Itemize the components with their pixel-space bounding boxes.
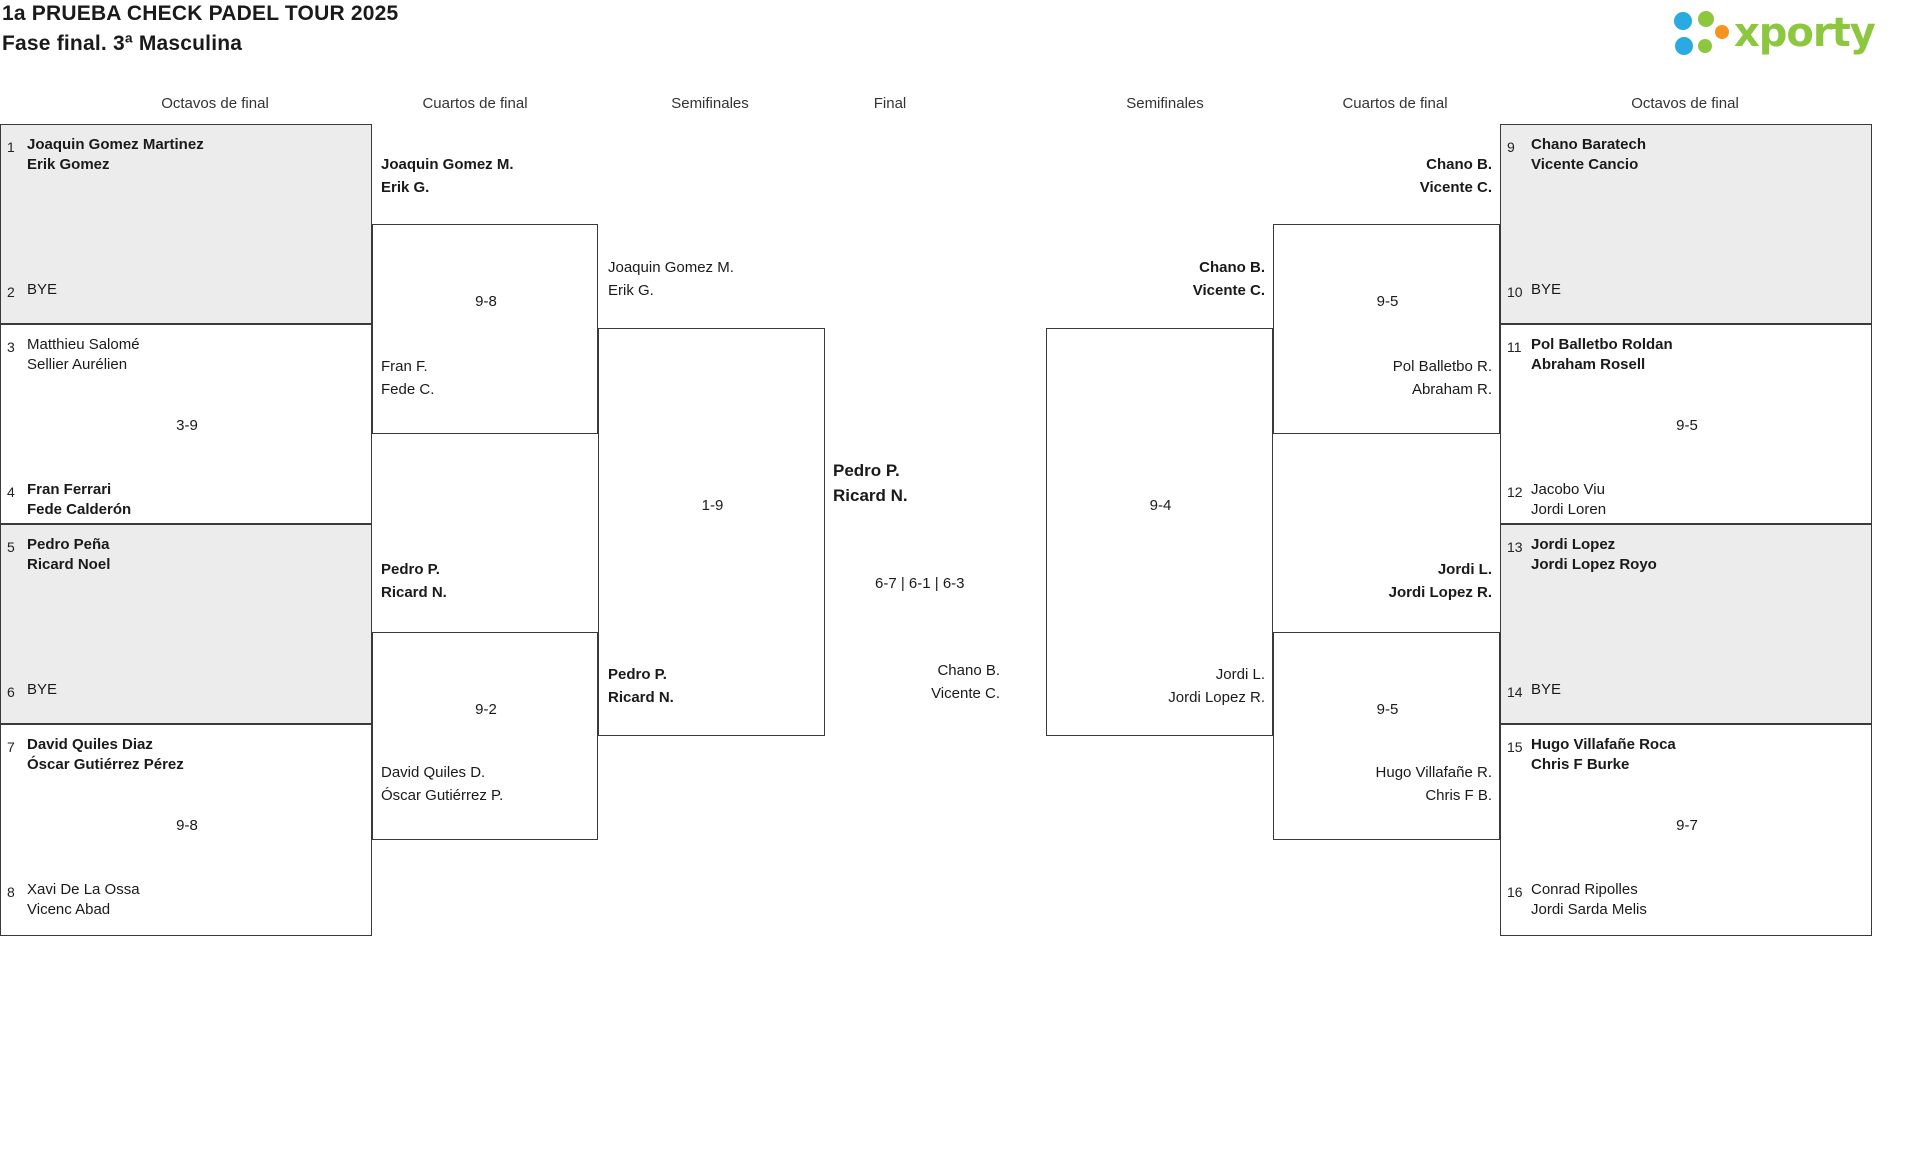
match-box-right-r16-2[interactable]: [1500, 324, 1872, 524]
page-header: [0, 0, 1920, 70]
match-box-right-r16-1[interactable]: [1500, 124, 1872, 324]
player-name: Matthieu Salomé: [27, 336, 140, 353]
final-score: 6-7 | 6-1 | 6-3: [875, 575, 965, 592]
round-label-right-qf: Cuartos de final: [1342, 95, 1448, 112]
seed-number: 4: [7, 484, 15, 500]
player-name: Hugo Villafañe Roca: [1531, 736, 1676, 753]
player-name: Jordi Lopez R.: [1388, 584, 1492, 601]
player-name: Chano B.: [1199, 259, 1265, 276]
player-name: Chano Baratech: [1531, 136, 1647, 153]
xporty-logo: [1672, 6, 1912, 62]
player-name: Ricard N.: [381, 584, 447, 601]
logo-wordmark: xporty: [1734, 10, 1875, 56]
match-score: 9-5: [1376, 701, 1399, 718]
round-label-right-r16: Octavos de final: [1631, 95, 1739, 112]
seed-number: 2: [7, 284, 15, 300]
tournament-subtitle: Fase final. 3ª Masculina: [2, 32, 243, 55]
player-name: BYE: [1531, 281, 1562, 298]
player-name: Erik G.: [608, 282, 654, 299]
player-name: Jacobo Viu: [1531, 481, 1605, 498]
player-name: Hugo Villafañe R.: [1375, 764, 1492, 781]
player-name: Conrad Ripolles: [1531, 881, 1638, 898]
player-name: Xavi De La Ossa: [27, 881, 140, 898]
player-name: Jordi L.: [1437, 561, 1492, 578]
player-name: Joaquin Gomez M.: [608, 259, 734, 276]
round-label-final: Final: [873, 95, 907, 112]
final-winner-name: Ricard N.: [833, 486, 908, 505]
seed-number: 12: [1507, 484, 1523, 500]
player-name: Pol Balletbo Roldan: [1531, 336, 1673, 353]
match-box-right-qf-2[interactable]: [1273, 632, 1500, 840]
player-name: Joaquin Gomez Martinez: [27, 136, 204, 153]
match-box-right-qf-1[interactable]: [1273, 224, 1500, 434]
player-name: BYE: [1531, 681, 1562, 698]
player-name: Fran Ferrari: [27, 481, 112, 498]
seed-number: 10: [1507, 284, 1523, 300]
seed-number: 16: [1507, 884, 1523, 900]
player-name: Joaquin Gomez M.: [381, 156, 514, 173]
player-name: Jordi Lopez: [1531, 536, 1616, 553]
match-score: 9-4: [1149, 497, 1172, 514]
match-score: 9-8: [176, 817, 198, 834]
match-box-left-r16-1[interactable]: [0, 124, 372, 324]
player-name: Ricard N.: [608, 689, 674, 706]
player-name: Pedro P.: [381, 561, 440, 578]
final-runnerup-name: Vicente C.: [931, 685, 1000, 702]
player-name: Pedro P.: [608, 666, 667, 683]
tournament-title: 1a PRUEBA CHECK PADEL TOUR 2025: [2, 2, 399, 25]
player-name: Jordi Loren: [1531, 501, 1607, 518]
final-runnerup-name: Chano B.: [937, 662, 1000, 679]
player-name: Chano B.: [1426, 156, 1492, 173]
match-box-right-r16-3[interactable]: [1500, 524, 1872, 724]
seed-number: 1: [7, 139, 15, 155]
player-name: Jordi L.: [1215, 666, 1265, 683]
player-name: Óscar Gutiérrez Pérez: [27, 756, 184, 773]
player-name: Chris F Burke: [1531, 756, 1630, 773]
player-name: David Quiles Diaz: [27, 736, 153, 753]
seed-number: 15: [1507, 739, 1523, 755]
seed-number: 3: [7, 339, 15, 355]
player-name: Jordi Sarda Melis: [1531, 901, 1647, 918]
logo-dots-icon: [1672, 10, 1730, 58]
player-name: Pedro Peña: [27, 536, 110, 553]
seed-number: 6: [7, 684, 15, 700]
player-name: Vicente C.: [1419, 179, 1492, 196]
player-name: BYE: [27, 281, 58, 298]
match-score: 9-7: [1676, 817, 1698, 834]
match-box-right-r16-4[interactable]: [1500, 724, 1872, 936]
player-name: David Quiles D.: [381, 764, 486, 781]
final-winner-name: Pedro P.: [833, 461, 900, 480]
player-name: Abraham Rosell: [1531, 356, 1646, 373]
player-name: Fede C.: [381, 381, 435, 398]
match-box-left-r16-4[interactable]: [0, 724, 372, 936]
player-name: Abraham R.: [1411, 381, 1492, 398]
seed-number: 5: [7, 539, 15, 555]
player-name: Vicenc Abad: [27, 901, 111, 918]
player-name: Sellier Aurélien: [27, 356, 128, 373]
player-name: Ricard Noel: [27, 556, 111, 573]
seed-number: 8: [7, 884, 15, 900]
player-name: Jordi Lopez R.: [1168, 689, 1265, 706]
player-name: Chris F B.: [1425, 787, 1492, 804]
match-score: 1-9: [701, 497, 724, 514]
player-name: Óscar Gutiérrez P.: [381, 787, 504, 804]
match-score: 9-2: [475, 701, 497, 718]
player-name: BYE: [27, 681, 58, 698]
seed-number: 13: [1507, 539, 1523, 555]
player-name: Jordi Lopez Royo: [1531, 556, 1657, 573]
match-score: 9-5: [1376, 293, 1399, 310]
match-box-left-r16-3[interactable]: [0, 524, 372, 724]
round-label-left-sf: Semifinales: [671, 95, 749, 112]
seed-number: 11: [1507, 339, 1522, 355]
match-box-left-qf-1[interactable]: [372, 224, 598, 434]
seed-number: 9: [1507, 139, 1515, 155]
player-name: Erik Gomez: [27, 156, 110, 173]
round-label-left-qf: Cuartos de final: [422, 95, 528, 112]
player-name: Erik G.: [381, 179, 430, 196]
round-label-left-r16: Octavos de final: [161, 95, 269, 112]
seed-number: 7: [7, 739, 15, 755]
match-box-left-qf-2[interactable]: [372, 632, 598, 840]
player-name: Fede Calderón: [27, 501, 132, 518]
match-score: 9-8: [475, 293, 497, 310]
match-box-left-r16-2[interactable]: [0, 324, 372, 524]
match-score: 9-5: [1676, 417, 1698, 434]
player-name: Vicente C.: [1192, 282, 1265, 299]
match-score: 3-9: [176, 417, 198, 434]
round-label-right-sf: Semifinales: [1126, 95, 1204, 112]
player-name: Vicente Cancio: [1531, 156, 1639, 173]
seed-number: 14: [1507, 684, 1523, 700]
player-name: Fran F.: [381, 358, 428, 375]
player-name: Pol Balletbo R.: [1392, 358, 1492, 375]
